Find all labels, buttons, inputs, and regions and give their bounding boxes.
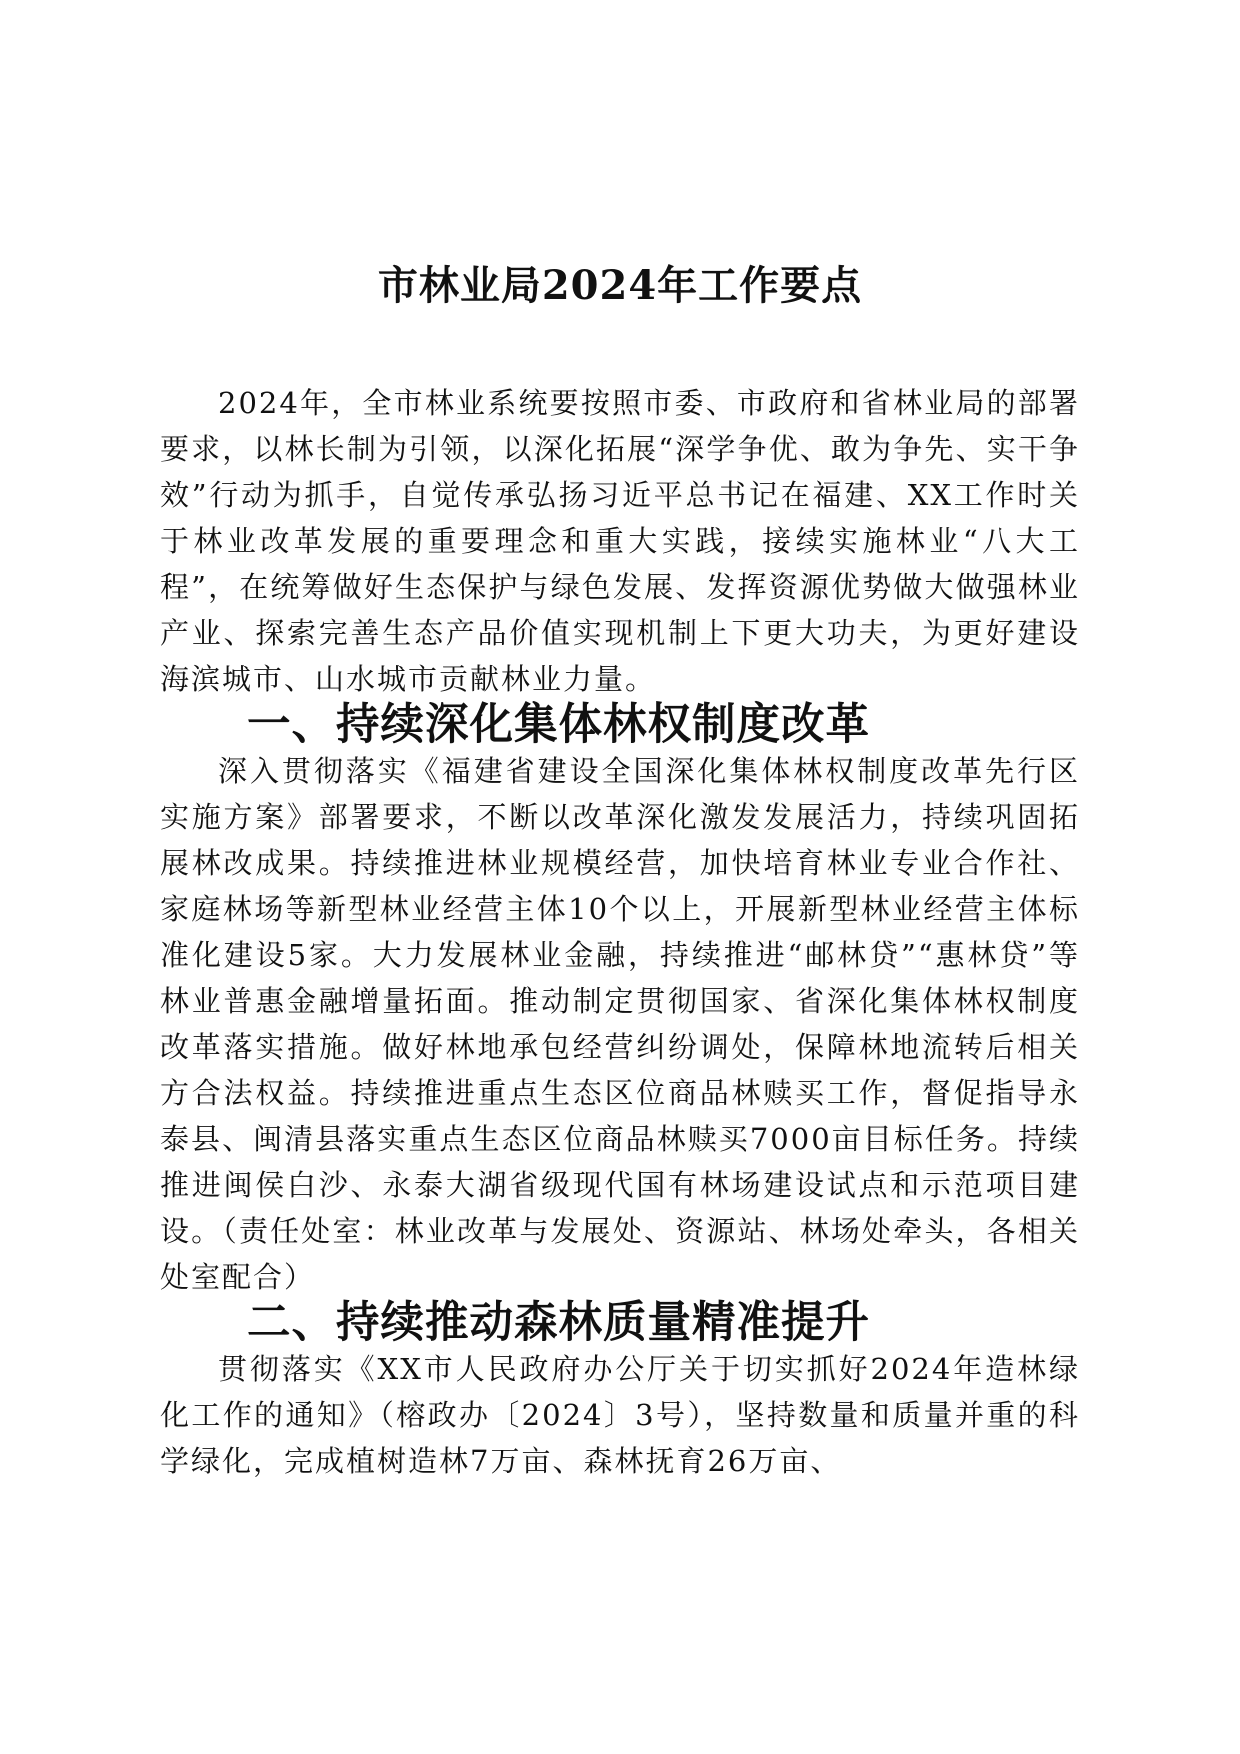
section-body-forest-quality: 贯彻落实《XX市人民政府办公厅关于切实抓好2024年造林绿化工作的通知》（榕政办〔2024〕3号），坚持数量和质量并重的科学绿化，完成植树造林7万亩、森林抚育26万亩、: [160, 1352, 1080, 1478]
document-body: [160, 380, 1080, 1484]
document-title: 市林业局2024年工作要点: [377, 262, 863, 309]
section-body-forest-tenure-reform: 深入贯彻落实《福建省建设全国深化集体林权制度改革先行区实施方案》部署要求，不断以改革深化激发发展活力，持续巩固拓展林改成果。持续推进林业规模经营，加快培育林业专业合作社、家庭林场等新型林业经营主体10个以上，开展新型林业经营主体标准化建设5家。大力发展林业金融，持续推进“邮林贷”“惠林贷”等林业普惠金融增量拓面。推动制定贯彻国家、省深化集体林权制度改革落实措施。做好林地承包经营纠纷调处，保障林地流转后相关方合法权益。持续推进重点生态区位商品林赎买工作，督促指导永泰县、闽清县落实重点生态区位商品林赎买7000亩目标任务。持续推进闽侯白沙、永泰大湖省级现代国有林场建设试点和示范项目建设。（责任处室：林业改革与发展处、资源站、林场处牵头，各相关处室配合）: [160, 754, 1080, 1294]
intro-paragraph: 2024年，全市林业系统要按照市委、市政府和省林业局的部署要求，以林长制为引领，以深化拓展“深学争优、敢为争先、实干争效”行动为抓手，自觉传承弘扬习近平总书记在福建、XX工作时关于林业改革发展的重要理念和重大实践，接续实施林业“八大工程”，在统筹做好生态保护与绿色发展、发挥资源优势做大做强林业产业、探索完善生态产品价值实现机制上下更大功夫，为更好建设海滨城市、山水城市贡献林业力量。: [160, 386, 1080, 696]
section-heading-forest-quality: 二、持续推动森林质量精准提升: [247, 1298, 870, 1348]
section-heading-forest-tenure-reform: 一、持续深化集体林权制度改革: [247, 700, 870, 750]
